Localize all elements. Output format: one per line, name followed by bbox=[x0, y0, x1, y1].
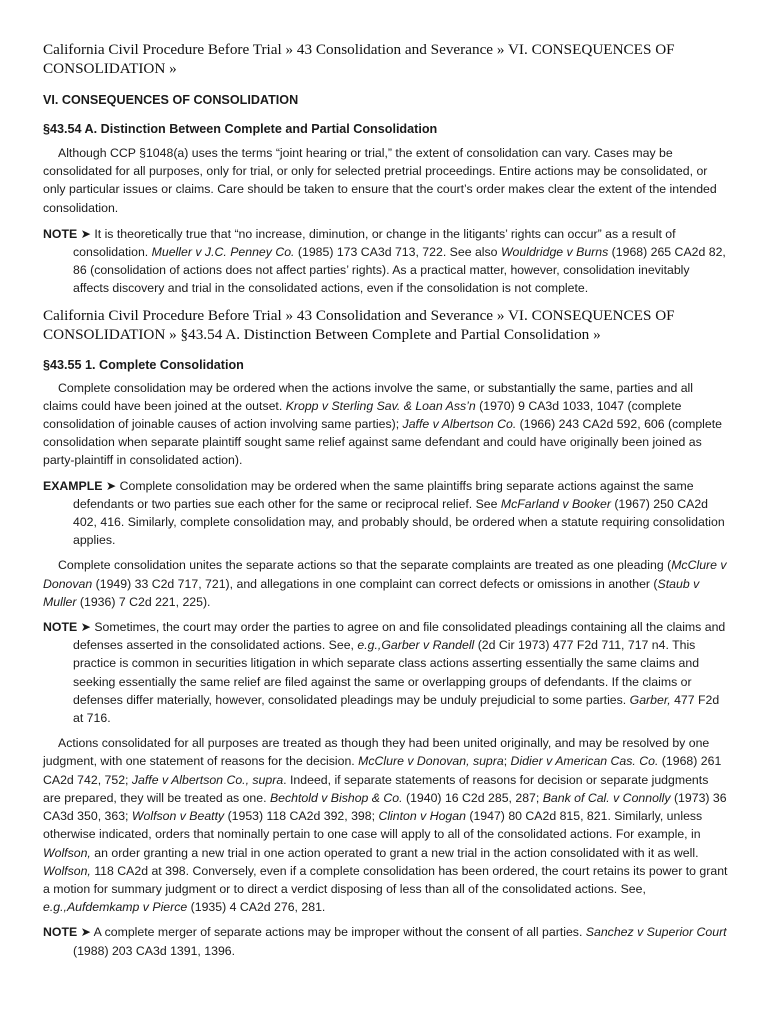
case-citation: Bank of Cal. v Connolly bbox=[542, 790, 671, 805]
case-citation: Jaffe v Albertson Co., supra bbox=[131, 772, 284, 787]
case-citation: Mueller v J.C. Penney Co. bbox=[151, 245, 295, 260]
note-block: NOTE ➤ Sometimes, the court may order the parties to agree on and file consolidated pleadings containing all the claims and defenses asserted in the consolidated actions. See, e.g.,Garber v Randell (2d Cir 1973) 477 F2d 711, 717 n4. This practice is common in securities litigation in which separate class actions asserting essentially the same claims and seeking essentially the same relief are filed against the same or overlapping groups of defendants. If the claims or defenses differ materially, however, consolidated pleadings may be unduly prejudicial to some parties. Garber, 477 F2d at 716. bbox=[43, 620, 726, 726]
case-citation: Kropp v Sterling Sav. & Loan Ass’n bbox=[285, 398, 476, 413]
note-label: NOTE bbox=[43, 925, 78, 940]
arrow-icon: ➤ bbox=[80, 620, 91, 635]
arrow-icon: ➤ bbox=[105, 478, 117, 493]
case-citation: McClure v Donovan, supra bbox=[358, 754, 504, 769]
case-citation: Didier v American Cas. Co. bbox=[510, 754, 659, 769]
breadcrumb: California Civil Procedure Before Trial » 43 Consolidation and Severance » VI. CONSEQUENCES OF CONSOLIDATION » bbox=[43, 41, 675, 77]
paragraph: Actions consolidated for all purposes are treated as though they had been united originally, and may be resolved by one judgment, with one statement of reasons for the decision. McClure v Donovan, supra; Didier v American Cas. Co. (1968) 261 CA2d 742, 752; Jaffe v Albertson Co., supra. Indeed, if separate statements of reasons for decision or separate judgments are prepared, they will be treated as one. Bechtold v Bishop & Co. (1940) 16 C2d 285, 287; Bank of Cal. v Connolly (1973) 36 CA3d 350, 363; Wolfson v Beatty (1953) 118 CA2d 392, 398; Clinton v Hogan (1947) 80 CA2d 815, 821. Similarly, unless otherwise indicated, orders that nominally pertain to one case will apply to all of the consolidated actions. For example, in Wolfson, an order granting a new trial in one action operated to grant a new trial in the action consolidated with it as well. Wolfson, 118 CA2d at 398. Conversely, even if a complete consolidation has been ordered, the court retains its power to grant a motion for summary judgment or to direct a verdict disposing of less than all of the consolidated actions. See, e.g.,Aufdemkamp v Pierce (1935) 4 CA2d 276, 281. bbox=[43, 736, 728, 915]
case-citation: McClure v Donovan bbox=[43, 558, 727, 591]
note-block: NOTE ➤ It is theoretically true that “no increase, diminution, or change in the litigants’ rights can occur” as a result of consolidation. Mueller v J.C. Penney Co. (1985) 173 CA3d 713, 722. See also Wouldridge v Burns (1968) 265 CA2d 82, 86 (consolidation of actions does not affect parties’ rights). As a practical matter, however, consolidation inevitably affects discovery and trial in the consolidated actions, even if the consolidation is not complete. bbox=[43, 226, 726, 296]
case-citation: Jaffe v Albertson Co. bbox=[402, 417, 517, 432]
case-citation: Staub v Muller bbox=[43, 576, 700, 609]
subsection-heading-43-55: §43.55 1. Complete Consolidation bbox=[43, 357, 244, 372]
paragraph: Although CCP §1048(a) uses the terms “joint hearing or trial,” the extent of consolidation can vary. Cases may be consolidated for all purposes, only for trial, or only for selected pretrial proceedings. Entire actions may be consolidated, or only particular issues or claims. Care should be taken to ensure that the court’s order makes clear the extent of the intended consolidation. bbox=[43, 146, 717, 215]
case-citation: Bechtold v Bishop & Co. bbox=[269, 790, 403, 805]
case-citation: Garber v Randell bbox=[381, 638, 475, 653]
example-block: EXAMPLE ➤ Complete consolidation may be ordered when the same plaintiffs bring separate actions against the same defendants or two parties sue each other for the same or reciprocal relief. See McFarland v Booker (1967) 250 CA2d 402, 416. Similarly, complete consolidation may, and probably should, be ordered when a statute requiring consolidation applies. bbox=[43, 478, 725, 548]
case-citation: Clinton v Hogan bbox=[378, 809, 466, 824]
paragraph: Complete consolidation may be ordered when the actions involve the same, or substantially the same, parties and all claims could have been joined at the outset. Kropp v Sterling Sav. & Loan Ass’n (1970) 9 CA3d 1033, 1047 (complete consolidation of joinable causes of action involving same parties); Jaffe v Albertson Co. (1966) 243 CA2d 592, 606 (complete consolidation when separate plaintiff sought same relief against same defendant and could have originally been joined as party-plaintiff in consolidated action). bbox=[43, 380, 722, 468]
case-citation: Garber, bbox=[629, 692, 671, 707]
case-citation: Wolfson, bbox=[43, 863, 91, 878]
note-block: NOTE ➤ A complete merger of separate actions may be improper without the consent of all parties. Sanchez v Superior Court (1988) 203 CA3d 1391, 1396. bbox=[43, 925, 727, 958]
case-citation: McFarland v Booker bbox=[500, 496, 611, 511]
document-page bbox=[43, 40, 728, 960]
subsection-heading-43-54: §43.54 A. Distinction Between Complete and Partial Consolidation bbox=[43, 122, 438, 136]
case-citation: Aufdemkamp v Pierce bbox=[66, 900, 188, 915]
paragraph: Complete consolidation unites the separate actions so that the separate complaints are treated as one pleading (McClure v Donovan (1949) 33 C2d 717, 721), and allegations in one complaint can correct defects or omissions in another (Staub v Muller (1936) 7 C2d 221, 225). bbox=[43, 558, 727, 609]
case-citation: Wolfson v Beatty bbox=[131, 809, 225, 824]
section-title: VI. CONSEQUENCES OF CONSOLIDATION bbox=[43, 93, 299, 107]
note-label: NOTE bbox=[43, 620, 78, 635]
example-label: EXAMPLE bbox=[43, 478, 103, 493]
case-citation: Sanchez v Superior Court bbox=[585, 925, 727, 940]
note-label: NOTE bbox=[43, 226, 78, 241]
case-citation: Wolfson, bbox=[43, 845, 91, 860]
arrow-icon: ➤ bbox=[80, 226, 91, 241]
breadcrumb: California Civil Procedure Before Trial » 43 Consolidation and Severance » VI. CONSEQUENCES OF CONSOLIDATION » §43.54 A. Distinction Between Complete and Partial Consolidation » bbox=[43, 306, 675, 343]
arrow-icon: ➤ bbox=[80, 925, 91, 940]
case-citation: Wouldridge v Burns bbox=[500, 245, 609, 260]
